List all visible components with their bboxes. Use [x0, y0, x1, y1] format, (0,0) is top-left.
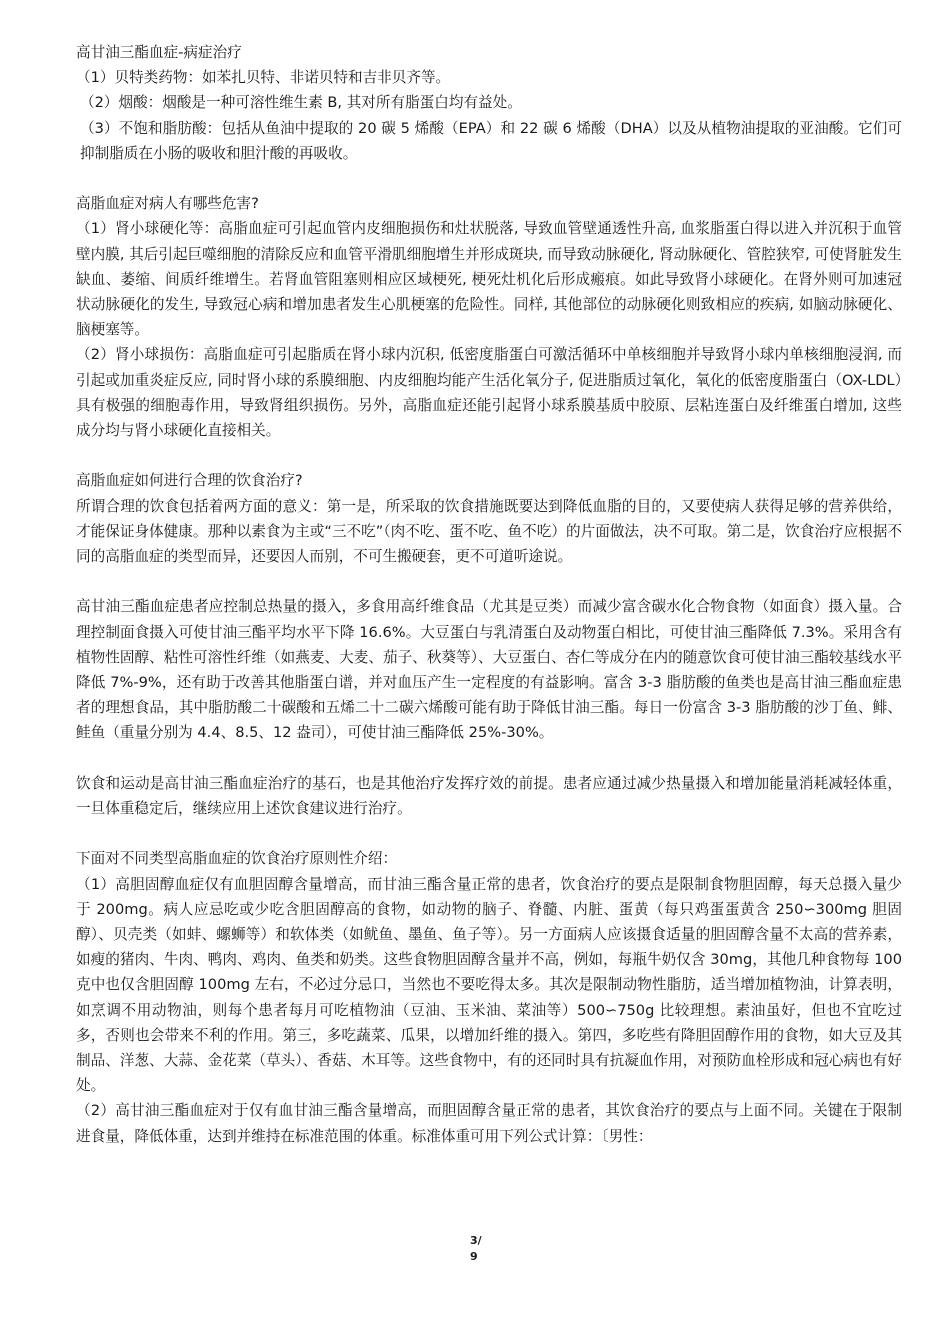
paragraph: （1）贝特类药物：如苯扎贝特、非诺贝特和吉非贝齐等。: [76, 69, 451, 87]
page-total: 9: [470, 1250, 478, 1263]
paragraph: 饮食和运动是高甘油三酯血症治疗的基石，也是其他治疗发挥疗效的前提。患者应通过减少热量摄入和增加能量消耗减轻体重，一旦体重稳定后，继续应用上述饮食建议进行治疗。: [76, 774, 902, 818]
section-heading-harm: 高脂血症对病人有哪些危害?: [76, 195, 259, 213]
paragraph-gap: [76, 746, 902, 771]
paragraph: 所谓合理的饮食包括着两方面的意义：第一是，所采取的饮食措施既要达到降低血脂的目的，又要使病人获得足够的营养供给，才能保证身体健康。那种以素食为主或“三不吃”（肉不吃、蛋不吃、鱼不吃）的片面做法，决不可取。第二是，饮食治疗应根据不同的高脂血症的类型而异，还要因人而别，不可生搬硬套，更不可道听途说。: [76, 497, 902, 566]
paragraph-gap: [76, 443, 902, 468]
paragraph: （1）高胆固醇血症仅有血胆固醇含量增高，而甘油三酯含量正常的患者，饮食治疗的要点是限制食物胆固醇，每天总摄入量少于 200mg。病人应忌吃或少吃含胆固醇高的食物，如动物的脑子、脊髓、内脏、蛋黄（每只鸡蛋蛋黄含 250∽300mg 胆固醇）、贝壳类（如蚌、螺蛳等）和软体类（如鱿鱼、墨鱼、鱼子等）。另一方面病人应该摄食适量的胆固醇含量不太高的营养素，如瘦的猪肉、牛肉、鸭肉、鸡肉、鱼类和奶类。这些食物胆固醇含量并不高，例如，每瓶牛奶仅含 30mg，其他几种食物每 100 克中也仅含胆固醇 100mg 左右，不必过分忌口，当然也不要吃得太多。其次是限制动物性脂肪，适当增加植物油，计算表明，如烹调不用动物油，则每个患者每月可吃植物油（豆油、玉米油、菜油等）500∽750g 比较理想。素油虽好，但也不宜吃过多，否则也会带来不利的作用。第三，多吃蔬菜、瓜果，以增加纤维的摄入。第四，多吃些有降胆固醇作用的食物，如大豆及其制品、洋葱、大蒜、金花菜（草头）、香菇、木耳等。这些食物中，有的还同时具有抗凝血作用，对预防血栓形成和冠心病也有好处。: [76, 875, 902, 1095]
paragraph-gap: [76, 166, 902, 191]
section-heading-diet: 高脂血症如何进行合理的饮食治疗?: [76, 472, 303, 490]
section-heading-treatment: 高甘油三酯血症-病症治疗: [76, 44, 242, 61]
paragraph: （2）肾小球损伤：高脂血症可引起脂质在肾小球内沉积, 低密度脂蛋白可激活循环中单核细胞并导致肾小球内单核细胞浸润, 而引起或加重炎症反应, 同时肾小球的系膜细胞、内皮细胞均能产生活化氧分子, 促进脂质过氧化，氧化的低密度脂蛋白（OX-LDL）具有极强的细胞毒作用，导致肾组织损伤。另外，高脂血症还能引起肾小球系膜基质中胶原、层粘连蛋白及纤维蛋白增加, 这些成分均与肾小球硬化直接相关。: [76, 346, 902, 440]
document-body: [76, 40, 902, 1149]
paragraph-gap: [76, 821, 902, 846]
paragraph-gap: [76, 569, 902, 594]
paragraph: 下面对不同类型高脂血症的饮食治疗原则性介绍：: [76, 850, 398, 868]
page-number: 3/: [470, 1234, 482, 1247]
paragraph: （2）高甘油三酯血症对于仅有血甘油三酯含量增高，而胆固醇含量正常的患者，其饮食治疗的要点与上面不同。关键在于限制进食量，降低体重，达到并维持在标准范围的体重。标准体重可用下列公式计算：〔男性：: [76, 1102, 902, 1145]
paragraph: （3）不饱和脂肪酸：包括从鱼油中提取的 20 碳 5 烯酸（EPA）和 22 碳 6 烯酸（DHA）以及从植物油提取的亚油酸。它们可抑制脂质在小肠的吸收和胆汁酸的再吸收。: [80, 119, 902, 162]
paragraph: （1）肾小球硬化等：高脂血症可引起血管内皮细胞损伤和灶状脱落, 导致血管壁通透性升高, 血浆脂蛋白得以进入并沉积于血管壁内膜, 其后引起巨噬细胞的清除反应和血管平滑肌细胞增生并形成斑块, 而导致动脉硬化, 肾动脉硬化、管腔狭窄, 可使肾脏发生缺血、萎缩、间质纤维增生。若肾血管阻塞则相应区域梗死, 梗死灶机化后形成瘢痕。如此导致肾小球硬化。在肾外则可加速冠状动脉硬化的发生, 导致冠心病和增加患者发生心肌梗塞的危险性。同样, 其他部位的动脉硬化则致相应的疾病, 如脑动脉硬化、脑梗塞等。: [76, 220, 902, 339]
paragraph: 高甘油三酯血症患者应控制总热量的摄入，多食用高纤维食品（尤其是豆类）而减少富含碳水化合物食物（如面食）摄入量。合理控制面食摄入可使甘油三酯平均水平下降 16.6%。大豆蛋白与乳清蛋白及动物蛋白相比，可使甘油三酯降低 7.3%。采用含有植物性固醇、粘性可溶性纤维（如燕麦、大麦、茄子、秋葵等）、大豆蛋白、杏仁等成分在内的随意饮食可使甘油三酯较基线水平降低 7%-9%，还有助于改善其他脂蛋白谱，并对血压产生一定程度的有益影响。富含 3-3 脂肪酸的鱼类也是高甘油三酯血症患者的理想食品，其中脂肪酸二十碳酸和五烯二十二碳六烯酸可能有助于降低甘油三酯。每日一份富含 3-3 脂肪酸的沙丁鱼、鲱、鲑鱼（重量分别为 4.4、8.5、12 盎司），可使甘油三酯降低 25%-30%。: [76, 598, 902, 742]
page-footer: [470, 1233, 500, 1265]
paragraph: （2）烟酸：烟酸是一种可溶性维生素 B, 其对所有脂蛋白均有益处。: [80, 94, 522, 112]
